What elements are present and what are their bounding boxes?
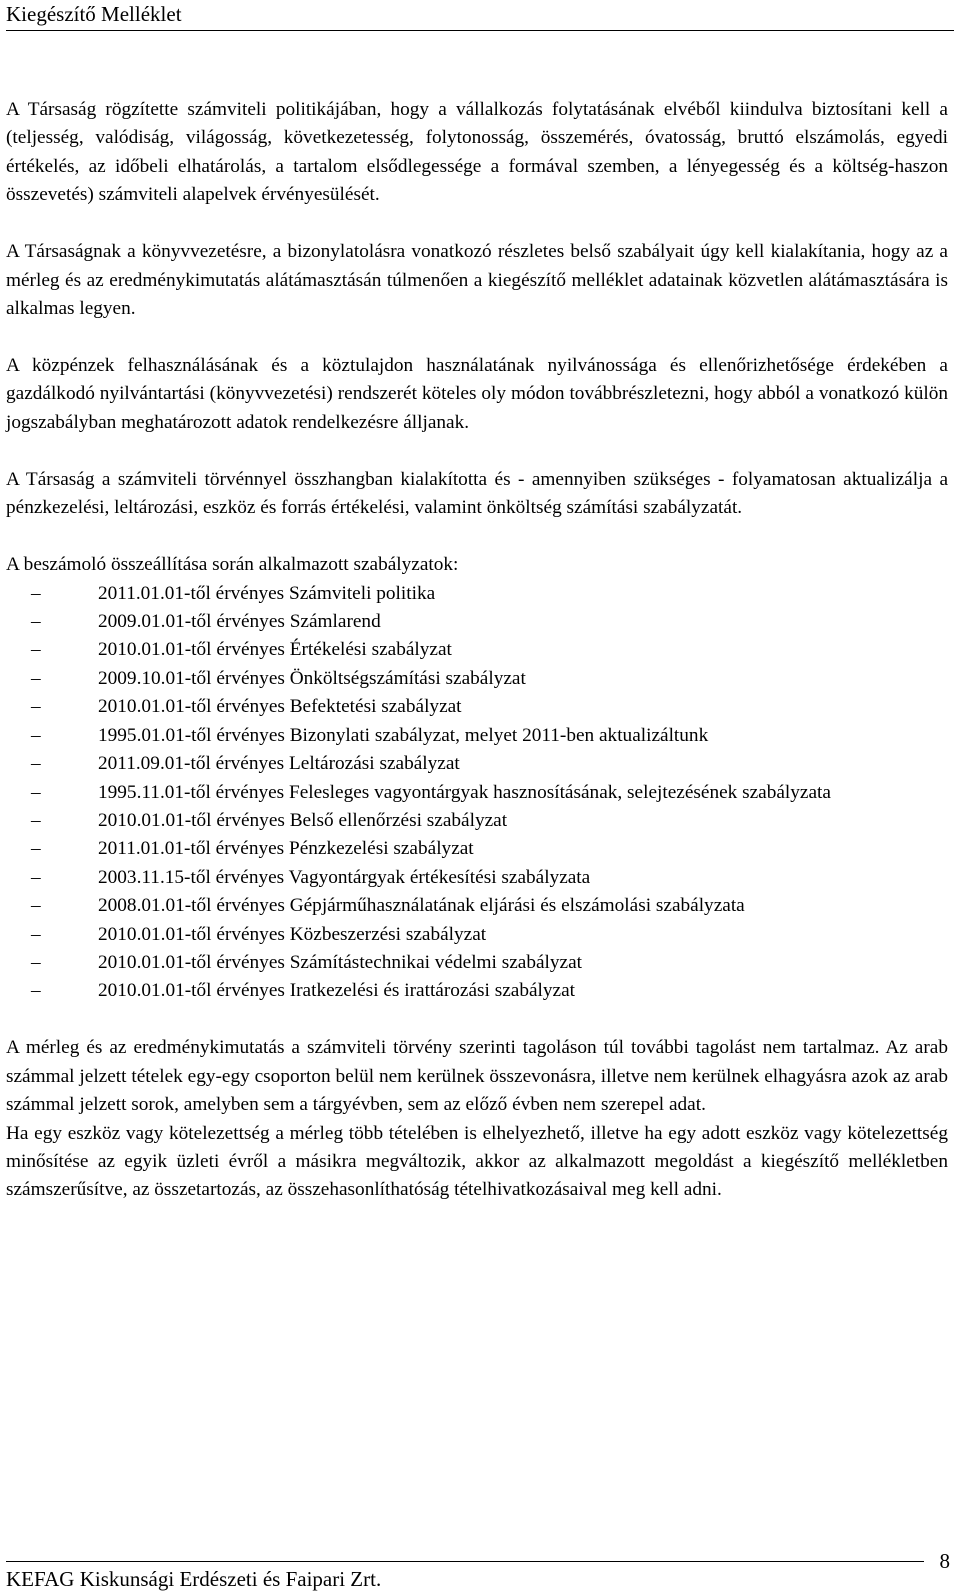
dash-bullet: – [31, 611, 41, 633]
list-item: – 2010.01.01-től érvényes Befektetési szabályzat [6, 693, 948, 721]
page-number: 8 [939, 1549, 950, 1573]
dash-bullet: – [31, 923, 41, 945]
paragraph-bookkeeping-rules: A Társaságnak a könyvvezetésre, a bizonylatolásra vonatkozó részletes belső szabályait úgy kell kialakítania, hogy az a mérleg és az eredménykimutatás alátámasztásán túlmenően a kiegészítő melléklet adatainak közvetlen alátámasztására is alkalmas legyen. [6, 241, 948, 320]
list-item: – 2003.11.15-től érvényes Vagyontárgyak értékesítési szabályzata [6, 864, 948, 892]
list-item: – 1995.01.01-től érvényes Bizonylati szabályzat, melyet 2011-ben aktualizáltunk [6, 722, 948, 750]
dash-bullet: – [31, 980, 41, 1002]
regulations-list [6, 580, 948, 1006]
list-item: – 2011.01.01-től érvényes Pénzkezelési szabályzat [6, 835, 948, 863]
footer-company-name: KEFAG Kiskunsági Erdészeti és Faipari Zrt. [6, 1567, 382, 1591]
dash-bullet: – [31, 753, 41, 775]
dash-bullet: – [31, 724, 41, 746]
dash-bullet: – [31, 866, 41, 888]
paragraph-balance-sheet-structure: A mérleg és az eredménykimutatás a számviteli törvény szerinti tagoláson túl további tagolást nem tartalmaz. Az arab számmal jelzett tételek egy-egy csoporton belül nem kerülnek összevonásra, illetve nem kerülnek elhagyásra azok az arab számmal jelzett sorok, amelyben sem a tárgyévben, sem az előző évben nem szerepel adat. [6, 1037, 948, 1116]
dash-bullet: – [31, 582, 41, 604]
list-item: – 2010.01.01-től érvényes Iratkezelési és irattározási szabályzat [6, 977, 948, 1005]
footer-divider [6, 1561, 924, 1562]
paragraph-public-funds: A közpénzek felhasználásának és a köztulajdon használatának nyilvánossága és ellenőrizhetősége érdekében a gazdálkodó nyilvántartási (könyvvezetési) rendszerét köteles oly módon továbbrészletezni, hogy abból a vonatkozó külön jogszabályban meghatározott adatok rendelkezésre álljanak. [6, 355, 948, 433]
dash-bullet: – [31, 696, 41, 718]
list-item: – 2010.01.01-től érvényes Értékelési szabályzat [6, 636, 948, 664]
paragraph-accounting-principles: A Társaság rögzítette számviteli politikájában, hogy a vállalkozás folytatásának elvéből kiindulva biztosítani kell a (teljesség, valódiság, világosság, következetesség, folytonosság, összemérés, óvatosság, bruttó elszámolás, egyedi értékelés, az időbeli elhatárolás, a tartalom elsődlegessége a formával szemben, a lényegesség és a költség-haszon összevetés) számviteli alapelvek érvényesülését. [6, 99, 948, 206]
dash-bullet: – [31, 781, 41, 803]
list-item: – 2011.01.01-től érvényes Számviteli politika [6, 580, 948, 608]
paragraph-item-classification: Ha egy eszköz vagy kötelezettség a mérleg több tételében is elhelyezhető, illetve ha egy adott eszköz vagy kötelezettség minősítése az egyik üzleti évről a másikra megváltozik, akkor az alkalmazott megoldást a kiegészítő mellékletben számszerűsítve, az összetartozás, az összehasonlíthatóság tételhivatkozásaival meg kell adni. [6, 1122, 948, 1201]
dash-bullet: – [31, 951, 41, 973]
page-footer [6, 1549, 954, 1593]
list-intro: A beszámoló összeállítása során alkalmazott szabályzatok: [6, 554, 459, 576]
list-item: – 2010.01.01-től érvényes Közbeszerzési szabályzat [6, 921, 948, 949]
list-item: – 2010.01.01-től érvényes Belső ellenőrzési szabályzat [6, 807, 948, 835]
list-item: – 2009.01.01-től érvényes Számlarend [6, 608, 948, 636]
page-header [6, 0, 954, 31]
header-title: Kiegészítő Melléklet [6, 2, 182, 26]
document-body [6, 96, 948, 1205]
dash-bullet: – [31, 809, 41, 831]
list-item: – 2008.01.01-től érvényes Gépjárműhasználatának eljárási és elszámolási szabályzata [6, 892, 948, 920]
dash-bullet: – [31, 838, 41, 860]
list-item: – 1995.11.01-től érvényes Felesleges vagyontárgyak hasznosításának, selejtezésének szabályzata [6, 779, 948, 807]
dash-bullet: – [31, 667, 41, 689]
list-item: – 2011.09.01-től érvényes Leltározási szabályzat [6, 750, 948, 778]
list-item: – 2010.01.01-től érvényes Számítástechnikai védelmi szabályzat [6, 949, 948, 977]
paragraph-regulations-update: A Társaság a számviteli törvénnyel összhangban kialakította és - amennyiben szükséges - folyamatosan aktualizálja a pénzkezelési, leltározási, eszköz és forrás értékelési, valamint önköltség számítási szabályzatát. [6, 468, 948, 519]
dash-bullet: – [31, 895, 41, 917]
dash-bullet: – [31, 639, 41, 661]
list-item: – 2009.10.01-től érvényes Önköltségszámítási szabályzat [6, 665, 948, 693]
